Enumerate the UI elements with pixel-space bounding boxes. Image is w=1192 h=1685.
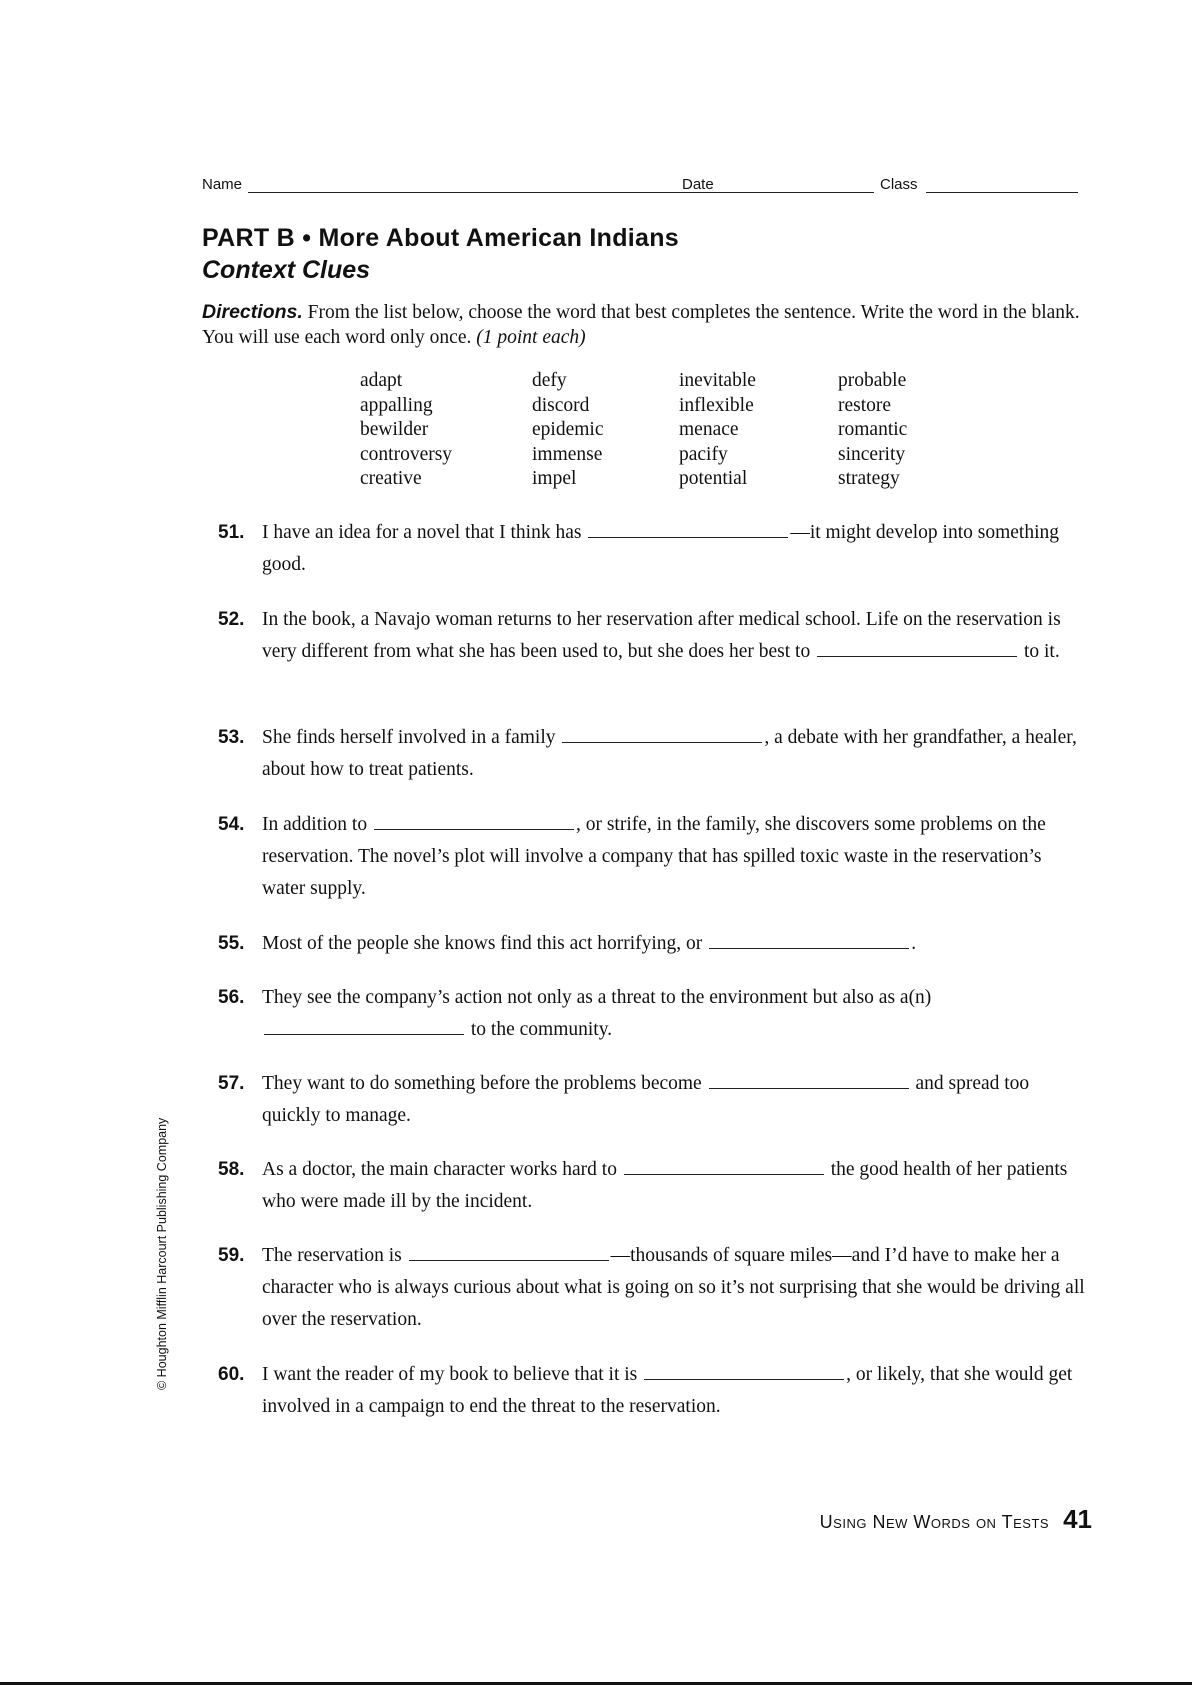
question-text: As a doctor, the main character works hard to	[262, 1159, 622, 1180]
page-number: 41	[1063, 1504, 1092, 1534]
directions-text: From the list below, choose the word that best completes the sentence. Write the word in the blank. You will use each word only once.	[202, 302, 1080, 348]
answer-blank[interactable]	[264, 1016, 464, 1035]
word-bank-item: romantic	[838, 419, 908, 440]
question-number: 51.	[218, 522, 245, 543]
header-line	[202, 172, 1078, 196]
question-number: 56.	[218, 987, 245, 1008]
word-bank-item: epidemic	[532, 419, 604, 440]
word-bank-item: discord	[532, 394, 590, 416]
word-bank-item: impel	[532, 468, 577, 489]
copyright-notice: © Houghton Mifflin Harcourt Publishing Company	[155, 1117, 169, 1390]
question-item	[218, 1240, 1088, 1336]
question-item	[218, 928, 1088, 960]
question-number: 59.	[218, 1245, 245, 1266]
answer-blank[interactable]	[562, 724, 762, 743]
question-number: 53.	[218, 727, 245, 748]
directions-note: (1 point each)	[476, 327, 586, 348]
word-bank-item: strategy	[838, 468, 900, 489]
question-text: —it might develop into something good.	[262, 522, 1059, 575]
question-text: to it.	[1019, 641, 1060, 662]
answer-blank[interactable]	[588, 519, 788, 538]
question-item	[218, 1359, 1088, 1423]
word-bank-item: probable	[838, 370, 907, 391]
word-bank-item: immense	[532, 443, 603, 465]
word-bank-item: restore	[838, 394, 892, 416]
question-text: and spread too quickly to manage.	[262, 1073, 1030, 1126]
word-bank-item: pacify	[679, 443, 728, 465]
answer-blank[interactable]	[709, 930, 909, 949]
question-item	[218, 809, 1088, 905]
word-bank-item: bewilder	[360, 419, 429, 440]
word-bank-item: controversy	[360, 443, 453, 465]
word-bank-column	[532, 369, 603, 492]
question-text: In the book, a Navajo woman returns to her reservation after medical school. Life on the reservation is very different from what she has been used to, but she does her best to	[262, 609, 1061, 662]
question-text: They want to do something before the problems become	[262, 1073, 707, 1094]
answer-blank[interactable]	[644, 1361, 844, 1380]
question-number: 57.	[218, 1073, 245, 1094]
directions	[202, 300, 1090, 350]
question-item	[218, 1068, 1088, 1132]
question-number: 55.	[218, 933, 245, 954]
question-text: , or likely, that she would get involved in a campaign to end the threat to the reservation.	[262, 1364, 1073, 1417]
question-text: , or strife, in the family, she discovers some problems on the reservation. The novel’s plot will involve a company that has spilled toxic waste in the reservation’s water supply.	[262, 814, 1046, 899]
word-bank-item: inevitable	[679, 370, 756, 391]
word-bank-item: inflexible	[679, 394, 754, 416]
question-text: I have an idea for a novel that I think has	[262, 522, 587, 543]
question-text: to the community.	[466, 1019, 613, 1040]
question-item	[218, 517, 1088, 581]
answer-blank[interactable]	[409, 1242, 609, 1261]
question-number: 54.	[218, 814, 245, 835]
word-bank-item: adapt	[360, 370, 403, 391]
question-text: Most of the people she knows find this act horrifying, or	[262, 933, 708, 954]
page-footer	[820, 1504, 1092, 1535]
name-label: Name	[202, 176, 243, 193]
question-item	[218, 722, 1088, 786]
page-title: PART B • More About American Indians	[202, 224, 679, 252]
question-text: The reservation is	[262, 1245, 407, 1266]
page-subtitle: Context Clues	[202, 256, 371, 284]
question-text: .	[911, 933, 917, 954]
class-field[interactable]	[926, 192, 1078, 193]
question-item	[218, 1154, 1088, 1218]
class-label: Class	[880, 176, 918, 193]
question-number: 60.	[218, 1364, 245, 1385]
answer-blank[interactable]	[709, 1070, 909, 1089]
word-bank-column	[838, 369, 907, 492]
question-text: —thousands of square miles—and I’d have to make her a character who is always curious about what is going on so it’s not surprising that she would be driving all over the reservation.	[262, 1245, 1085, 1330]
question-text: They see the company’s action not only as a threat to the environment but also as a(n)	[262, 987, 932, 1008]
answer-blank[interactable]	[817, 638, 1017, 657]
word-bank-column	[360, 369, 452, 492]
word-bank-column	[679, 369, 756, 492]
word-bank-item: potential	[679, 468, 748, 489]
question-text: the good health of her patients who were made ill by the incident.	[262, 1159, 1068, 1212]
question-text: In addition to	[262, 814, 372, 835]
answer-blank[interactable]	[374, 811, 574, 830]
word-bank-item: defy	[532, 370, 567, 391]
word-bank-item: sincerity	[838, 443, 906, 465]
directions-label: Directions.	[202, 301, 303, 323]
question-text: She finds herself involved in a family	[262, 727, 561, 748]
word-bank-item: menace	[679, 419, 739, 440]
question-text: , a debate with her grandfather, a healer, about how to treat patients.	[262, 727, 1077, 780]
word-bank-item: creative	[360, 468, 422, 489]
date-field[interactable]	[724, 192, 874, 193]
question-item	[218, 604, 1088, 668]
question-number: 52.	[218, 609, 245, 630]
question-number: 58.	[218, 1159, 245, 1180]
question-text: I want the reader of my book to believe that it is	[262, 1364, 643, 1385]
footer-text: Using New Words on Tests	[819, 1512, 1050, 1532]
word-bank-item: appalling	[360, 394, 433, 416]
answer-blank[interactable]	[624, 1156, 824, 1175]
question-item	[218, 982, 1088, 1046]
date-label: Date	[682, 176, 714, 193]
